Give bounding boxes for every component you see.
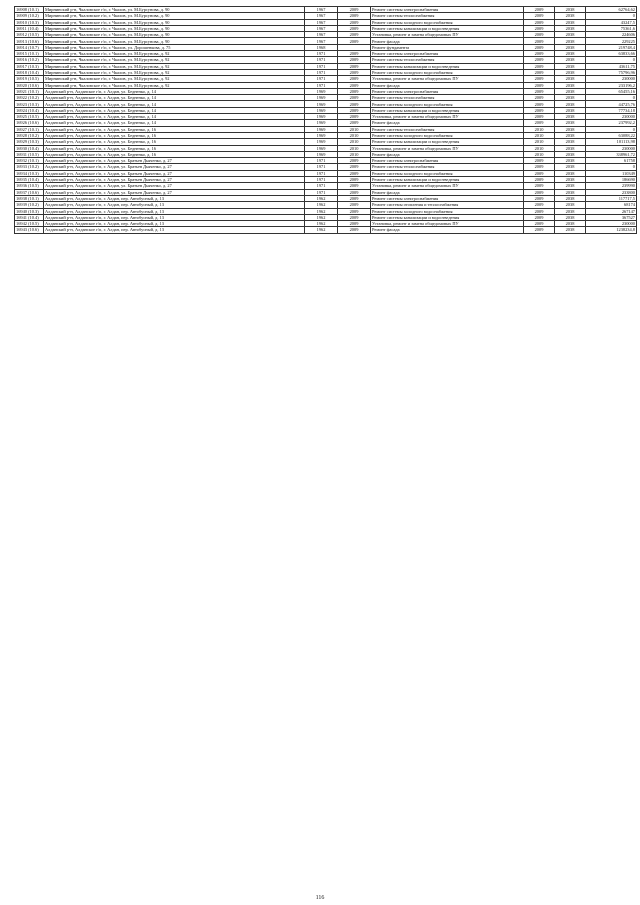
cell-y2: 2009 [338, 208, 371, 214]
cell-y1: 1962 [305, 221, 338, 227]
cell-addr: Алданский р-н, Алданское г/п, г. Алдан, ул. Братьев Дьяченко, д. 27 [44, 183, 305, 189]
cell-id: 16937 (10.6) [15, 189, 44, 195]
cell-id: 16922 (10.2) [15, 95, 44, 101]
cell-y4: 2038 [555, 195, 586, 201]
cell-y1: 1962 [305, 195, 338, 201]
cell-y1: 1967 [305, 38, 338, 44]
cell-work: Установка, ремонт и замена общедомовых ПУ [371, 183, 524, 189]
cell-y2: 2009 [338, 63, 371, 69]
cell-y2: 2009 [338, 32, 371, 38]
cell-y2: 2010 [338, 145, 371, 151]
cell-y3: 2009 [524, 69, 555, 75]
cell-y4: 2038 [555, 227, 586, 233]
cell-y4: 2038 [555, 88, 586, 94]
cell-id: 16931 (10.5) [15, 151, 44, 157]
cell-y1: 1967 [305, 32, 338, 38]
cell-addr: Мирнинский р-н, Чкаловское г/п, г. Чкалов, ул. М.Бурсунова, д. 90 [44, 38, 305, 44]
cell-id: 16930 (10.4) [15, 145, 44, 151]
cell-y2: 2009 [338, 158, 371, 164]
cell-addr: Мирнинский р-н, Чкаловское г/п, г. Чкалов, ул. М.Бурсунова, д. 92 [44, 76, 305, 82]
cell-id: 16918 (10.4) [15, 69, 44, 75]
cell-work: Ремонт системы канализации и водоотведения [371, 25, 524, 31]
cell-addr: Алданский р-н, Алданское г/п, г. Алдан, ул. Бедненко, д. 16 [44, 126, 305, 132]
cell-y1: 1971 [305, 164, 338, 170]
cell-work: Ремонт системы канализации и водоотведения [371, 107, 524, 113]
cell-addr: Алданский р-н, Алданское г/п, г. Алдан, ул. Бедненко, д. 14 [44, 88, 305, 94]
cell-y2: 2009 [338, 120, 371, 126]
cell-y3: 2009 [524, 57, 555, 63]
cell-id: 16927 (10.1) [15, 126, 44, 132]
cell-addr: Алданский р-н, Алданское г/п, г. Алдан, ул. Братьев Дьяченко, д. 27 [44, 189, 305, 195]
cell-addr: Алданский р-н, Алданское г/п, г. Алдан, ул. Бедненко, д. 16 [44, 139, 305, 145]
cell-id: 16940 (10.3) [15, 208, 44, 214]
cell-y3: 2009 [524, 107, 555, 113]
cell-y4: 2038 [555, 145, 586, 151]
cell-y4: 2038 [555, 177, 586, 183]
cell-work: Ремонт системы электроснабжения [371, 195, 524, 201]
cell-cost: 0 [586, 13, 637, 19]
cell-y4: 2038 [555, 139, 586, 145]
cell-y1: 1962 [305, 227, 338, 233]
cell-y2: 2009 [338, 189, 371, 195]
cell-addr: Алданский р-н, Алданское г/п, г. Алдан, пер. Автобусный, д. 13 [44, 202, 305, 208]
cell-cost: 230000 [586, 76, 637, 82]
cell-id: 16925 (10.5) [15, 114, 44, 120]
cell-y3: 2009 [524, 164, 555, 170]
cell-cost: 0 [586, 126, 637, 132]
cell-y1: 1969 [305, 132, 338, 138]
cell-y2: 2009 [338, 101, 371, 107]
cell-cost: 110349 [586, 170, 637, 176]
cell-work: Ремонт фасада [371, 120, 524, 126]
cell-y2: 2009 [338, 13, 371, 19]
cell-y1: 1969 [305, 107, 338, 113]
cell-y3: 2009 [524, 170, 555, 176]
cell-y4: 2038 [555, 189, 586, 195]
cell-id: 16939 (10.2) [15, 202, 44, 208]
cell-y3: 2009 [524, 82, 555, 88]
cell-id: 16933 (10.2) [15, 164, 44, 170]
cell-addr: Алданский р-н, Алданское г/п, г. Алдан, ул. Бедненко, д. 16 [44, 145, 305, 151]
cell-addr: Алданский р-н, Алданское г/п, г. Алдан, ул. Бедненко, д. 14 [44, 120, 305, 126]
cell-cost: 224606 [586, 32, 637, 38]
cell-work: Ремонт системы холодного водоснабжения [371, 19, 524, 25]
cell-y1: 1969 [305, 139, 338, 145]
cell-addr: Алданский р-н, Алданское г/п, г. Алдан, ул. Бедненко, д. 14 [44, 114, 305, 120]
cell-y4: 2038 [555, 82, 586, 88]
cell-addr: Мирнинский р-н, Чкаловское г/п, г. Чкалов, ул. М.Бурсунова, д. 90 [44, 32, 305, 38]
cell-y4: 2038 [555, 208, 586, 214]
cell-addr: Алданский р-н, Алданское г/п, г. Алдан, пер. Автобусный, д. 13 [44, 214, 305, 220]
cell-y2: 2009 [338, 25, 371, 31]
cell-y2: 2009 [338, 177, 371, 183]
cell-y2: 2009 [338, 38, 371, 44]
cell-y1: 1967 [305, 7, 338, 13]
cell-cost: 62764,62 [586, 7, 637, 13]
cell-y3: 2009 [524, 13, 555, 19]
cell-y2: 2009 [338, 227, 371, 233]
cell-addr: Мирнинский р-н, Чкаловское г/п, г. Чкалов, ул. М.Бурсунова, д. 90 [44, 25, 305, 31]
cell-cost: 61758 [586, 158, 637, 164]
cell-y3: 2009 [524, 183, 555, 189]
cell-id: 16936 (10.5) [15, 183, 44, 189]
cell-addr: Алданский р-н, Алданское г/п, г. Алдан, ул. Бедненко, д. 16 [44, 151, 305, 157]
cell-y3: 2009 [524, 195, 555, 201]
cell-y1: 1969 [305, 151, 338, 157]
cell-id: 16913 (10.6) [15, 38, 44, 44]
cell-y2: 2009 [338, 170, 371, 176]
cell-addr: Мирнинский р-н, Чкаловское г/п, г. Чкалов, ул. М.Бурсунова, д. 92 [44, 51, 305, 57]
cell-id: 16938 (10.1) [15, 195, 44, 201]
cell-y4: 2038 [555, 132, 586, 138]
cell-id: 16915 (10.1) [15, 51, 44, 57]
cell-y3: 2009 [524, 32, 555, 38]
cell-y1: 1968 [305, 44, 338, 50]
cell-id: 16916 (10.2) [15, 57, 44, 63]
cell-y1: 1971 [305, 82, 338, 88]
cell-id: 16943 (10.6) [15, 227, 44, 233]
cell-id: 16909 (10.2) [15, 13, 44, 19]
cell-y1: 1971 [305, 51, 338, 57]
cell-addr: Алданский р-н, Алданское г/п, г. Алдан, ул. Бедненко, д. 16 [44, 132, 305, 138]
cell-y1: 1969 [305, 145, 338, 151]
cell-cost: 219748,4 [586, 44, 637, 50]
cell-cost: 75796,96 [586, 69, 637, 75]
cell-y1: 1969 [305, 114, 338, 120]
cell-cost: 117717,5 [586, 195, 637, 201]
cell-cost: 43611,75 [586, 63, 637, 69]
cell-work: Ремонт системы канализации и водоотведения [371, 214, 524, 220]
cell-y1: 1962 [305, 202, 338, 208]
cell-y2: 2009 [338, 57, 371, 63]
cell-id: 16941 (10.4) [15, 214, 44, 220]
cell-y3: 2009 [524, 7, 555, 13]
cell-y4: 2038 [555, 95, 586, 101]
cell-addr: Алданский р-н, Алданское г/п, г. Алдан, ул. Бедненко, д. 14 [44, 95, 305, 101]
cell-addr: Алданский р-н, Алданское г/п, г. Алдан, ул. Братьев Дьяченко, д. 27 [44, 158, 305, 164]
cell-addr: Алданский р-н, Алданское г/п, г. Алдан, пер. Автобусный, д. 13 [44, 221, 305, 227]
cell-y2: 2009 [338, 7, 371, 13]
cell-work: Ремонт системы отопления и теплоснабжения [371, 202, 524, 208]
cell-y3: 2009 [524, 88, 555, 94]
cell-y3: 2009 [524, 25, 555, 31]
cell-y3: 2010 [524, 151, 555, 157]
cell-y1: 1971 [305, 69, 338, 75]
cell-work: Установка, ремонт и замена общедомовых ПУ [371, 114, 524, 120]
cell-id: 16928 (10.2) [15, 132, 44, 138]
cell-cost: 229225 [586, 38, 637, 44]
cell-work: Ремонт системы теплоснабжения [371, 95, 524, 101]
cell-work: Установка, ремонт и замена общедомовых ПУ [371, 32, 524, 38]
cell-y4: 2038 [555, 13, 586, 19]
cell-addr: Алданский р-н, Алданское г/п, г. Алдан, пер. Автобусный, д. 13 [44, 227, 305, 233]
cell-cost: 43247,5 [586, 19, 637, 25]
cell-work: Ремонт системы холодного водоснабжения [371, 208, 524, 214]
cell-cost: 230000 [586, 114, 637, 120]
cell-cost: 44725,76 [586, 101, 637, 107]
cell-y1: 1967 [305, 13, 338, 19]
cell-addr: Алданский р-н, Алданское г/п, г. Алдан, пер. Автобусный, д. 13 [44, 208, 305, 214]
cell-y2: 2009 [338, 195, 371, 201]
cell-work: Ремонт системы теплоснабжения [371, 164, 524, 170]
cell-y3: 2010 [524, 139, 555, 145]
cell-y3: 2009 [524, 44, 555, 50]
cell-addr: Алданский р-н, Алданское г/п, г. Алдан, ул. Бедненко, д. 14 [44, 101, 305, 107]
cell-id: 16908 (10.1) [15, 7, 44, 13]
cell-work: Ремонт системы теплоснабжения [371, 126, 524, 132]
cell-y4: 2038 [555, 19, 586, 25]
cell-y2: 2009 [338, 183, 371, 189]
cell-id: 16935 (10.4) [15, 177, 44, 183]
cell-id: 16923 (10.3) [15, 101, 44, 107]
cell-work: Ремонт фундамента [371, 44, 524, 50]
cell-y4: 2038 [555, 202, 586, 208]
cell-y4: 2038 [555, 101, 586, 107]
cell-cost: 1238234,8 [586, 227, 637, 233]
cell-y1: 1971 [305, 57, 338, 63]
cell-addr: Мирнинский р-н, Чкаловское г/п, г. Чкалов, ул. М.Бурсунова, д. 92 [44, 82, 305, 88]
cell-y4: 2038 [555, 107, 586, 113]
cell-work: Ремонт системы канализации и водоотведения [371, 139, 524, 145]
cell-y1: 1971 [305, 158, 338, 164]
cell-y4: 2038 [555, 32, 586, 38]
cell-id: 16911 (10.4) [15, 25, 44, 31]
cell-y1: 1967 [305, 25, 338, 31]
cell-y4: 2038 [555, 76, 586, 82]
cell-y3: 2009 [524, 114, 555, 120]
cell-y3: 2010 [524, 132, 555, 138]
cell-work: Ремонт фасада [371, 82, 524, 88]
cell-cost: 233800 [586, 189, 637, 195]
cell-id: 16917 (10.3) [15, 63, 44, 69]
cell-cost: 63088,22 [586, 132, 637, 138]
cell-y3: 2009 [524, 158, 555, 164]
cell-addr: Мирнинский р-н, Чкаловское г/п, г. Чкалов, ул. М.Бурсунова, д. 92 [44, 57, 305, 63]
cell-y1: 1969 [305, 95, 338, 101]
cell-id: 16921 (10.1) [15, 88, 44, 94]
table-body [15, 7, 637, 234]
cell-cost: 230000 [586, 145, 637, 151]
cell-y2: 2009 [338, 107, 371, 113]
cell-work: Ремонт системы холодного водоснабжения [371, 101, 524, 107]
cell-y1: 1971 [305, 177, 338, 183]
cell-cost: 367527 [586, 214, 637, 220]
cell-addr: Мирнинский р-н, Чкаловское г/п, г. Чкалов, ул. М.Бурсунова, д. 92 [44, 69, 305, 75]
cell-addr: Алданский р-н, Алданское г/п, г. Алдан, ул. Братьев Дьяченко, д. 27 [44, 164, 305, 170]
cell-y3: 2009 [524, 101, 555, 107]
cell-cost: 338961,72 [586, 151, 637, 157]
cell-y2: 2009 [338, 88, 371, 94]
cell-y1: 1969 [305, 126, 338, 132]
cell-work: Установка, ремонт и замена общедомовых ПУ [371, 221, 524, 227]
cell-work: Ремонт системы электроснабжения [371, 88, 524, 94]
cell-work: Ремонт фасада [371, 38, 524, 44]
cell-addr: Алданский р-н, Алданское г/п, г. Алдан, ул. Братьев Дьяченко, д. 27 [44, 170, 305, 176]
cell-y3: 2010 [524, 145, 555, 151]
cell-y3: 2009 [524, 76, 555, 82]
cell-cost: 63833,66 [586, 51, 637, 57]
cell-work: Ремонт фасада [371, 189, 524, 195]
cell-addr: Мирнинский р-н, Чкаловское г/п, г. Чкалов, ул. М.Бурсунова, д. 92 [44, 63, 305, 69]
cell-work: Установка, ремонт и замена общедомовых ПУ [371, 145, 524, 151]
cell-y3: 2009 [524, 95, 555, 101]
cell-y1: 1971 [305, 189, 338, 195]
cell-work: Ремонт системы холодного водоснабжения [371, 170, 524, 176]
cell-y2: 2009 [338, 95, 371, 101]
cell-cost: 75361,6 [586, 25, 637, 31]
cell-cost: 233196,2 [586, 82, 637, 88]
cell-y4: 2038 [555, 214, 586, 220]
cell-work: Ремонт системы электроснабжения [371, 51, 524, 57]
cell-y3: 2009 [524, 208, 555, 214]
cell-id: 16926 (10.6) [15, 120, 44, 126]
cell-y1: 1969 [305, 88, 338, 94]
cell-id: 16942 (10.5) [15, 221, 44, 227]
cell-id: 16914 (10.7) [15, 44, 44, 50]
cell-id: 16912 (10.5) [15, 32, 44, 38]
table-row [15, 227, 637, 233]
cell-work: Ремонт системы теплоснабжения [371, 57, 524, 63]
cell-addr: Алданский р-н, Алданское г/п, г. Алдан, ул. Бедненко, д. 14 [44, 107, 305, 113]
cell-y4: 2038 [555, 44, 586, 50]
cell-y3: 2009 [524, 38, 555, 44]
cell-work: Ремонт системы теплоснабжения [371, 13, 524, 19]
cell-y4: 2038 [555, 158, 586, 164]
cell-y1: 1969 [305, 101, 338, 107]
cell-y2: 2009 [338, 76, 371, 82]
cell-id: 16919 (10.5) [15, 76, 44, 82]
cell-cost: 65455,16 [586, 88, 637, 94]
cell-y1: 1962 [305, 208, 338, 214]
cell-id: 16910 (10.3) [15, 19, 44, 25]
cell-y2: 2009 [338, 221, 371, 227]
cell-y2: 2010 [338, 126, 371, 132]
cell-y2: 2010 [338, 139, 371, 145]
cell-cost: 186690 [586, 177, 637, 183]
cell-work: Ремонт системы канализации и водоотведения [371, 177, 524, 183]
page-number: 116 [315, 895, 325, 901]
cell-id: 16924 (10.4) [15, 107, 44, 113]
cell-y2: 2009 [338, 69, 371, 75]
cell-work: Ремонт системы электроснабжения [371, 158, 524, 164]
cell-y1: 1971 [305, 76, 338, 82]
cell-addr: Мирнинский р-н, Чкаловское г/п, г. Чкалов, ул. М.Бурсунова, д. 90 [44, 7, 305, 13]
cell-y3: 2009 [524, 51, 555, 57]
cell-y4: 2038 [555, 170, 586, 176]
cell-y4: 2038 [555, 221, 586, 227]
cell-work: Ремонт системы холодного водоснабжения [371, 69, 524, 75]
cell-y1: 1967 [305, 19, 338, 25]
cell-y3: 2010 [524, 126, 555, 132]
cell-y2: 2009 [338, 19, 371, 25]
cell-y2: 2009 [338, 214, 371, 220]
cell-y2: 2009 [338, 164, 371, 170]
cell-y3: 2009 [524, 221, 555, 227]
cell-id: 16932 (10.1) [15, 158, 44, 164]
cell-y3: 2009 [524, 19, 555, 25]
cell-work: Ремонт фасада [371, 227, 524, 233]
cell-addr: Мирнинский р-н, Чкаловское г/п, г. Чкалов, ул. М.Бурсунова, д. 90 [44, 19, 305, 25]
repair-program-table [14, 6, 637, 234]
cell-y4: 2038 [555, 38, 586, 44]
cell-cost: 101113,98 [586, 139, 637, 145]
cell-y3: 2009 [524, 189, 555, 195]
cell-y2: 2009 [338, 82, 371, 88]
cell-y4: 2038 [555, 183, 586, 189]
register-sheet [14, 6, 635, 234]
cell-work: Ремонт системы электроснабжения [371, 7, 524, 13]
cell-addr: Алданский р-н, Алданское г/п, г. Алдан, ул. Братьев Дьяченко, д. 27 [44, 177, 305, 183]
cell-y3: 2009 [524, 120, 555, 126]
cell-y1: 1969 [305, 120, 338, 126]
cell-y1: 1962 [305, 214, 338, 220]
cell-y4: 2038 [555, 51, 586, 57]
cell-y3: 2009 [524, 177, 555, 183]
cell-id: 16920 (10.6) [15, 82, 44, 88]
cell-addr: Мирнинский р-н, Чкаловское г/п, г. Чкалов, ул. Дорошенкова, д. 75 [44, 44, 305, 50]
cell-y4: 2038 [555, 120, 586, 126]
cell-cost: 77734,18 [586, 107, 637, 113]
cell-cost: 68174 [586, 202, 637, 208]
cell-y4: 2038 [555, 126, 586, 132]
cell-y2: 2010 [338, 132, 371, 138]
cell-y3: 2009 [524, 63, 555, 69]
cell-cost: 237992,2 [586, 120, 637, 126]
cell-cost: 0 [586, 164, 637, 170]
cell-y3: 2009 [524, 227, 555, 233]
cell-y4: 2038 [555, 57, 586, 63]
cell-y4: 2038 [555, 7, 586, 13]
cell-work: Установка, ремонт и замена общедомовых ПУ [371, 76, 524, 82]
cell-y4: 2038 [555, 164, 586, 170]
cell-work: Ремонт фасада [371, 151, 524, 157]
cell-y3: 2009 [524, 202, 555, 208]
cell-y2: 2009 [338, 114, 371, 120]
cell-cost: 267147 [586, 208, 637, 214]
cell-y1: 1971 [305, 170, 338, 176]
cell-addr: Мирнинский р-н, Чкаловское г/п, г. Чкалов, ул. М.Бурсунова, д. 90 [44, 13, 305, 19]
cell-id: 16929 (10.3) [15, 139, 44, 145]
cell-y3: 2009 [524, 214, 555, 220]
cell-addr: Алданский р-н, Алданское г/п, г. Алдан, пер. Автобусный, д. 13 [44, 195, 305, 201]
cell-y4: 2038 [555, 69, 586, 75]
cell-y4: 2038 [555, 114, 586, 120]
cell-cost: 0 [586, 95, 637, 101]
cell-cost: 230000 [586, 221, 637, 227]
cell-y4: 2038 [555, 151, 586, 157]
cell-work: Ремонт системы канализации и водоотведения [371, 63, 524, 69]
cell-cost: 0 [586, 57, 637, 63]
cell-cost: 239990 [586, 183, 637, 189]
cell-y1: 1971 [305, 63, 338, 69]
cell-y2: 2010 [338, 151, 371, 157]
cell-work: Ремонт системы холодного водоснабжения [371, 132, 524, 138]
cell-y2: 2009 [338, 51, 371, 57]
cell-y1: 1971 [305, 183, 338, 189]
cell-y4: 2038 [555, 25, 586, 31]
cell-y4: 2038 [555, 63, 586, 69]
cell-y2: 2009 [338, 202, 371, 208]
cell-id: 16934 (10.3) [15, 170, 44, 176]
